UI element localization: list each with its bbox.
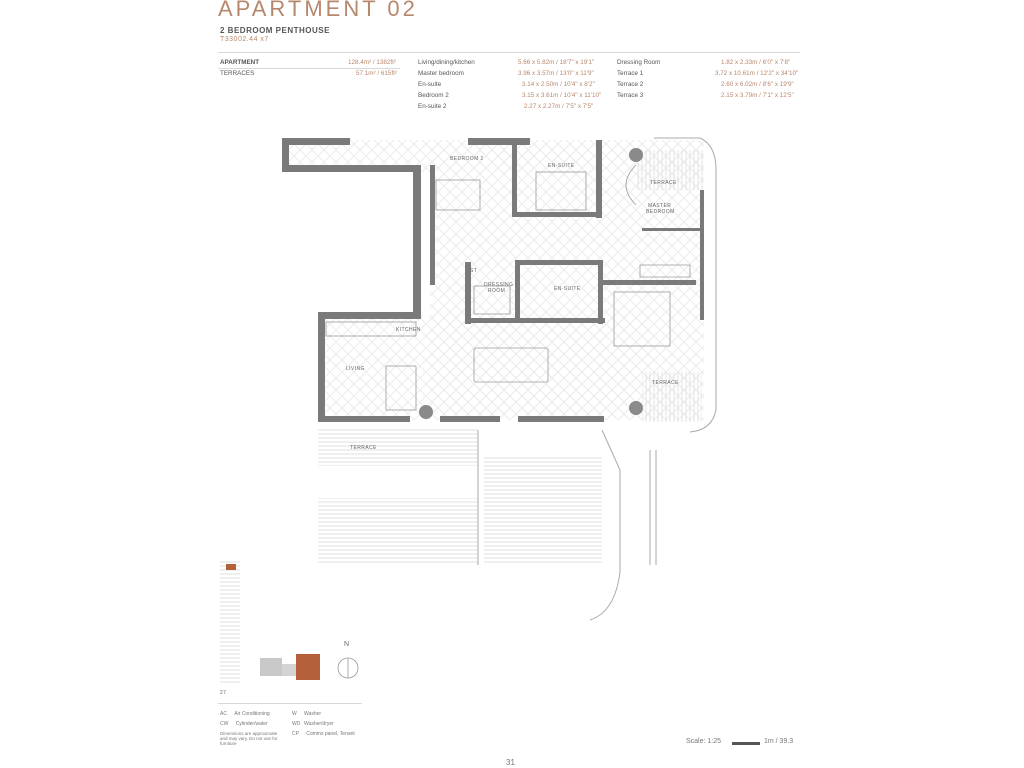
room-value: 3.72 x 10.61m / 12'2" x 34'10" <box>715 70 799 77</box>
room-label: Dressing Room <box>617 59 661 66</box>
area-label: APARTMENT <box>220 59 260 66</box>
north-arrow-label: N <box>344 641 350 648</box>
label-terrace-right: TERRACE <box>650 180 677 186</box>
legend-item <box>220 711 380 721</box>
label-living: LIVING <box>346 366 365 372</box>
apartment-code: T33002.44 x7 <box>220 36 269 43</box>
legend-text: Air Conditioning <box>234 711 270 717</box>
key-plan <box>256 640 376 690</box>
room-label: Master bedroom <box>418 70 464 77</box>
room-label: Terrace 1 <box>617 70 644 77</box>
room-value: 2.27 x 2.27m / 7'5" x 7'5" <box>524 103 594 110</box>
floor-label: 27 <box>220 690 227 696</box>
room-value: 1.82 x 2.33m / 6'0" x 7'8" <box>721 59 791 66</box>
legend-code: CP <box>292 731 299 737</box>
apartment-type: 2 BEDROOM PENTHOUSE <box>220 26 330 35</box>
building-elevation <box>220 560 242 684</box>
room-label: En-suite 2 <box>418 103 447 110</box>
scale-bar <box>732 742 760 745</box>
area-value: 128.4m² / 1382ft² <box>348 59 396 66</box>
label-store: ST <box>470 268 478 274</box>
legend-code: WD <box>292 721 301 727</box>
legend-text: Washer/dryer <box>304 721 334 727</box>
area-value: 57.1m² / 615ft² <box>356 70 397 77</box>
label-bedroom2: BEDROOM 2 <box>450 156 484 162</box>
area-label: TERRACES <box>220 70 255 77</box>
legend-code: CW <box>220 721 229 727</box>
label-dressing-1: DRESSING <box>484 282 514 288</box>
room-value: 2.60 x 6.02m / 8'6" x 19'9" <box>721 81 794 88</box>
room-label: Bedroom 2 <box>418 92 449 99</box>
label-en-suite-top: EN-SUITE <box>548 163 575 169</box>
room-label: Terrace 3 <box>617 92 644 99</box>
label-terrace-left: TERRACE <box>652 380 679 386</box>
scale-label: Scale: 1:25 <box>686 738 722 745</box>
label-dressing-2: ROOM <box>488 288 506 294</box>
label-terrace-lower: TERRACE <box>350 445 377 451</box>
room-label: Living/dining/kitchen <box>418 59 475 66</box>
legend-text: Washer <box>304 711 322 717</box>
legend-divider <box>218 703 362 704</box>
legend-text: Cylinder/water <box>235 721 268 727</box>
scale-note: 1m / 39.3 <box>764 738 794 745</box>
room-value: 3.14 x 2.50m / 10'4" x 8'2" <box>522 81 595 88</box>
room-value: 3.96 x 3.57m / 13'0" x 11'9" <box>518 70 594 77</box>
room-value: 5.66 x 5.82m / 18'7" x 19'1" <box>518 59 595 66</box>
legend-code: AC <box>220 711 227 717</box>
legend-item <box>292 731 355 737</box>
label-master-1: MASTER <box>648 203 672 209</box>
room-label: Terrace 2 <box>617 81 644 88</box>
room-value: 3.15 x 3.61m / 10'4" x 11'10" <box>522 92 602 99</box>
legend-note: Dimensions are approximate and may vary. Do not use for furniture <box>220 731 278 746</box>
page-number: 31 <box>506 758 515 767</box>
legend-item <box>220 721 380 731</box>
label-kitchen: KITCHEN <box>396 327 421 333</box>
page-title: APARTMENT 02 <box>218 0 418 21</box>
room-value: 2.15 x 3.79m / 7'1" x 12'5" <box>721 92 794 99</box>
legend-text: Comms panel, Tenant <box>306 731 355 737</box>
legend <box>220 711 380 747</box>
label-en-suite: EN-SUITE <box>554 286 581 292</box>
legend-code: W <box>292 711 297 717</box>
room-label: En-suite <box>418 81 442 88</box>
label-master-2: BEDROOM <box>646 209 675 215</box>
